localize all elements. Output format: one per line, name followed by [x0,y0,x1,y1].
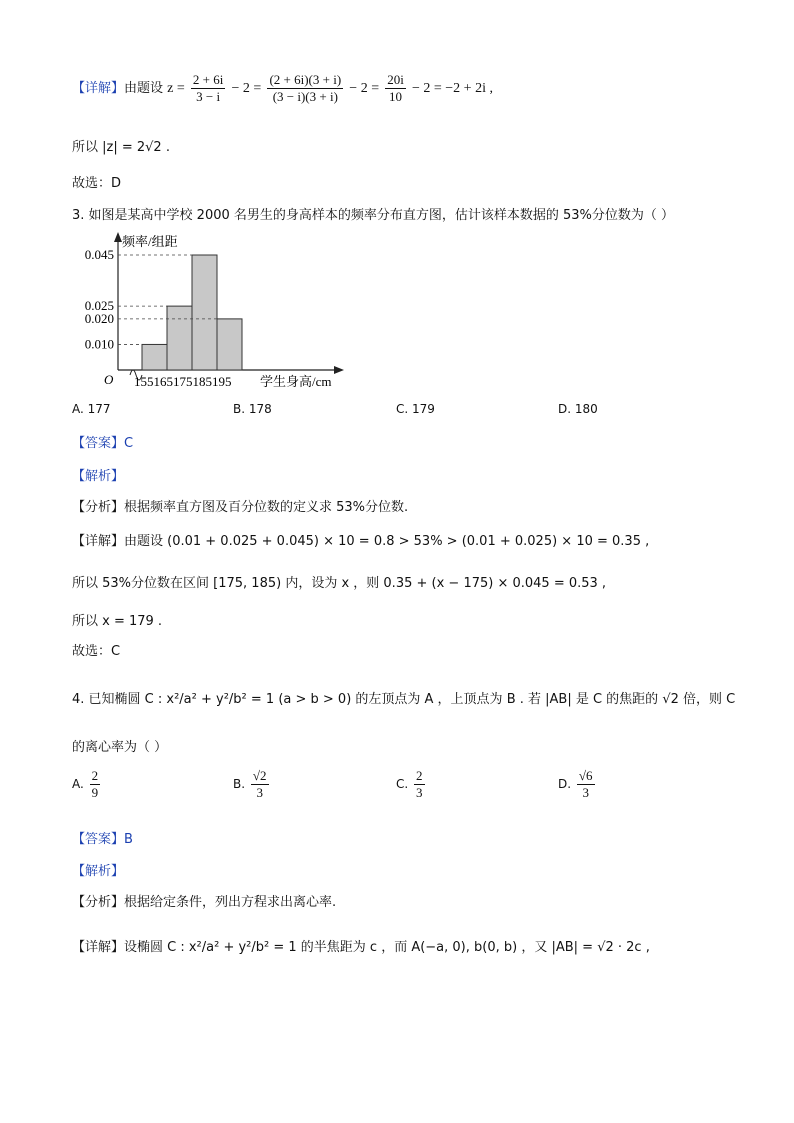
q4-answer: 【答案】B [72,832,133,847]
fraction-2-den: (3 − i)(3 + i) [272,89,338,104]
q4-option-b [233,768,271,801]
q3-line-b: 所以 x = 179 . [72,614,163,629]
q4-option-d-letter: D. [558,777,572,791]
q4-option-a [72,768,102,801]
q3-option-c: C. 179 [396,402,435,416]
fraction-1 [191,72,225,105]
q4-option-c-den: 3 [416,785,423,800]
detail-tag: 【详解】 [72,81,125,96]
q3-detail: 【详解】由题设 (0.01 + 0.025 + 0.045) × 10 = 0.8 > 53% > (0.01 + 0.025) × 10 = 0.35 , [72,534,650,549]
fraction-1-den: 3 − i [196,89,221,104]
q3-option-a: A. 177 [72,402,111,416]
origin-label: O [104,372,114,387]
q4-option-a-den: 9 [91,785,99,800]
q4-option-d [558,768,597,801]
y-tick-label: 0.020 [84,310,114,326]
q4-option-c-frac [414,768,425,801]
fraction-3-num: 20i [387,72,404,87]
detail-lead: 由题设 [124,81,164,96]
q4-option-c-num: 2 [416,768,423,783]
q4-option-b-num: √2 [252,768,267,783]
detail-tail: − 2 = −2 + 2i , [412,81,493,96]
q4-option-a-letter: A. [72,777,84,791]
q4-option-b-den: 3 [256,785,263,800]
y-axis-label: 频率/组距 [122,234,178,249]
q3-stem: 3. 如图是某高中学校 2000 名男生的身高样本的频率分布直方图，估计该样本数据的 53%分位数为（ ） [72,208,675,223]
q4-analysis-tag: 【解析】 [72,864,125,879]
minus-two-b: − 2 = [349,81,380,96]
q4-fenxi: 【分析】根据给定条件，列出方程求出离心率. [72,895,337,910]
q3-answer: 【答案】C [72,436,134,451]
histogram-chart [60,226,360,396]
y-axis-arrow [114,232,122,242]
abs-z-line: 所以 |z| = 2√2 . [72,140,170,155]
y-tick-label: 0.045 [84,247,114,262]
q4-stem-a: 4. 已知椭圆 C : x²/a² + y²/b² = 1 (a > b > 0) 的左顶点为 A ，上顶点为 B . 若 |AB| 是 C 的焦距的 √2 倍，则 C [72,692,736,707]
q3-option-b: B. 178 [233,402,272,416]
fraction-2 [267,72,343,105]
q4-option-b-frac [251,768,269,801]
fraction-2-num: (2 + 6i)(3 + i) [269,72,342,87]
q4-option-d-den: 3 [582,785,589,800]
histogram-bar [142,344,167,370]
x-axis-arrow [334,366,344,374]
y-tick-label: 0.025 [84,298,114,314]
minus-two-a: − 2 = [231,81,262,96]
detail-line-1 [72,72,493,105]
z-eq: z = [167,81,185,96]
q4-option-a-frac [90,768,101,801]
q3-line-a: 所以 53%分位数在区间 [175, 185) 内，设为 x ，则 0.35 + (x − 175) × 0.045 = 0.53 , [72,576,607,591]
x-tick-labels: 155165175185195 [134,374,232,389]
q3-line-c: 故选：C [72,644,121,659]
y-tick-label: 0.010 [84,336,114,352]
q4-option-d-num: √6 [578,768,593,783]
choice-d-line: 故选：D [72,176,122,191]
q3-analysis-tag: 【解析】 [72,469,125,484]
fraction-3-den: 10 [389,89,403,104]
q4-stem-b: 的离心率为（ ） [72,740,168,755]
q4-option-c [396,768,427,801]
q3-option-d: D. 180 [558,402,598,416]
fraction-3 [385,72,406,105]
q4-option-d-frac [577,768,595,801]
histogram-bar [167,306,192,370]
q4-option-b-letter: B. [233,777,246,791]
fraction-1-num: 2 + 6i [192,72,224,87]
q4-detail: 【详解】设椭圆 C : x²/a² + y²/b² = 1 的半焦距为 c ，而 A(−a, 0), b(0, b) ，又 |AB| = √2 · 2c , [72,940,650,955]
q4-option-c-letter: C. [396,777,409,791]
q3-fenxi: 【分析】根据频率直方图及百分位数的定义求 53%分位数. [72,500,409,515]
histogram-bar [217,319,242,370]
q4-option-a-num: 2 [91,768,99,783]
x-axis-label: 学生身高/cm [260,374,332,389]
histogram-bar [192,255,217,370]
